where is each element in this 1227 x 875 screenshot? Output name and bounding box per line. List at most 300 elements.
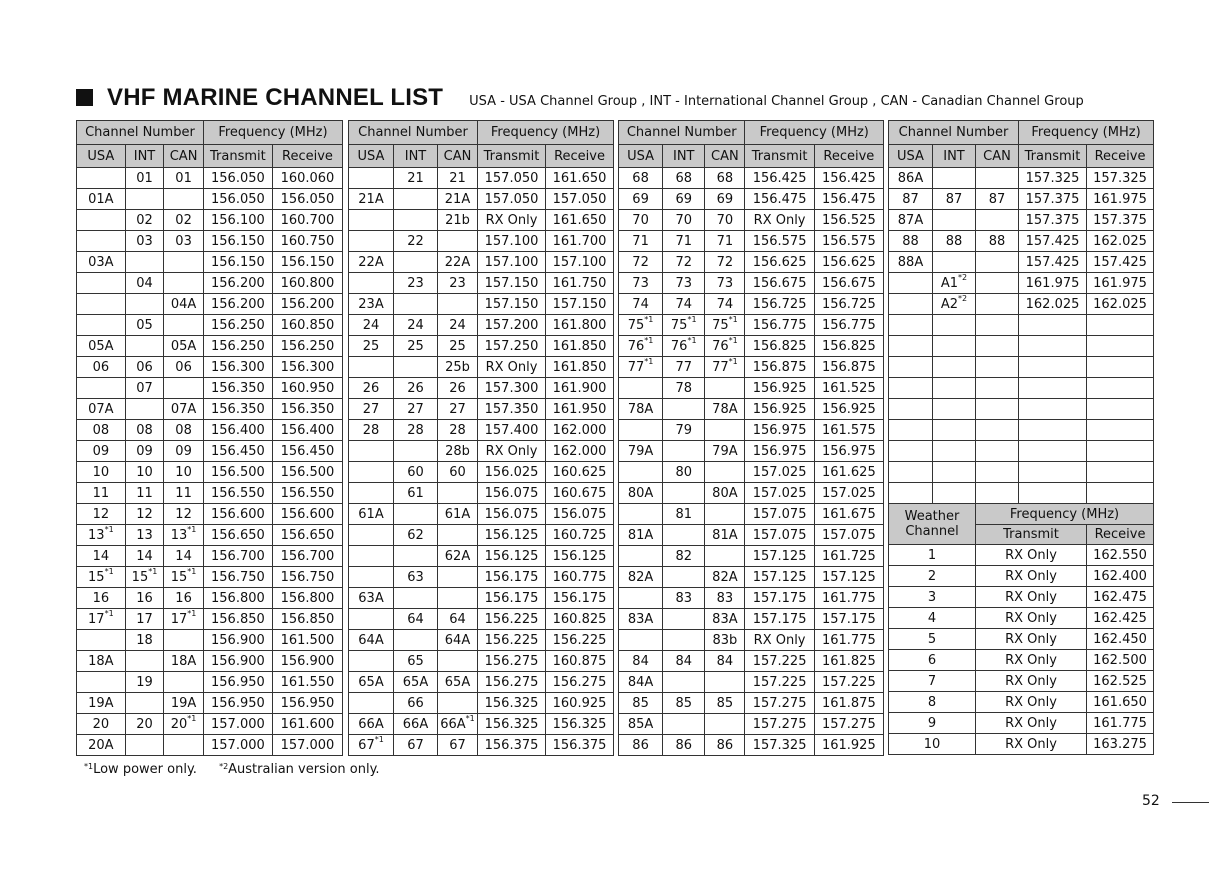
channel-row xyxy=(77,252,343,273)
receive-cell: 156.800 xyxy=(272,588,342,609)
weather-receive-header: Receive xyxy=(1087,525,1154,545)
usa-cell: 12 xyxy=(77,504,126,525)
receive-cell: 160.750 xyxy=(272,231,342,252)
receive-cell: 160.825 xyxy=(546,609,614,630)
empty-cell xyxy=(933,483,976,504)
can-cell xyxy=(705,546,745,567)
empty-cell xyxy=(1019,483,1087,504)
transmit-cell: 157.350 xyxy=(478,399,546,420)
channel-row xyxy=(349,672,614,693)
int-cell: 81 xyxy=(663,504,705,525)
usa-cell xyxy=(619,588,663,609)
weather-receive-cell: 162.550 xyxy=(1087,545,1154,566)
can-header: CAN xyxy=(438,145,478,168)
transmit-cell: 157.250 xyxy=(478,336,546,357)
receive-cell: 157.375 xyxy=(1087,210,1154,231)
receive-cell: 160.925 xyxy=(546,693,614,714)
footnote-1-mark: *1 xyxy=(84,762,94,771)
empty-cell xyxy=(1087,315,1154,336)
weather-channel-cell: 2 xyxy=(889,566,976,587)
transmit-cell: 156.825 xyxy=(745,336,814,357)
can-cell: 25b xyxy=(438,357,478,378)
int-cell: 71 xyxy=(663,231,705,252)
receive-cell: 161.775 xyxy=(814,630,883,651)
page-number-rule xyxy=(1172,802,1209,803)
receive-cell: 160.800 xyxy=(272,273,342,294)
weather-receive-cell: 161.650 xyxy=(1087,692,1154,713)
transmit-cell: 156.900 xyxy=(203,651,272,672)
weather-row xyxy=(889,713,1154,734)
transmit-cell: 156.125 xyxy=(478,546,546,567)
empty-cell xyxy=(889,420,933,441)
int-cell: 62 xyxy=(394,525,438,546)
usa-cell: 83A xyxy=(619,609,663,630)
receive-cell: 157.325 xyxy=(1087,168,1154,189)
usa-cell: 22A xyxy=(349,252,394,273)
transmit-cell: 157.075 xyxy=(745,504,814,525)
channel-row xyxy=(349,420,614,441)
receive-cell: 161.750 xyxy=(546,273,614,294)
transmit-cell: 156.125 xyxy=(478,525,546,546)
receive-cell: 156.675 xyxy=(814,273,883,294)
usa-cell: 14 xyxy=(77,546,126,567)
int-cell: 19 xyxy=(125,672,164,693)
channel-row xyxy=(77,609,343,630)
can-cell: 86 xyxy=(705,735,745,756)
can-cell: 62A xyxy=(438,546,478,567)
channel-row xyxy=(889,189,1154,210)
transmit-cell: 156.975 xyxy=(745,441,814,462)
empty-cell xyxy=(933,441,976,462)
can-cell: 76$^{*1}$ xyxy=(705,336,745,357)
usa-cell: 15$^{*1}$ xyxy=(77,567,126,588)
int-cell: 80 xyxy=(663,462,705,483)
can-cell: 61A xyxy=(438,504,478,525)
int-cell: 10 xyxy=(125,462,164,483)
channel-row xyxy=(77,525,343,546)
usa-cell xyxy=(77,672,126,693)
int-cell: 22 xyxy=(394,231,438,252)
can-cell: 83b xyxy=(705,630,745,651)
channel-row xyxy=(619,693,884,714)
channel-row xyxy=(349,651,614,672)
usa-cell xyxy=(349,525,394,546)
can-cell xyxy=(705,462,745,483)
can-cell: 73 xyxy=(705,273,745,294)
transmit-cell: 156.175 xyxy=(478,567,546,588)
int-cell: 08 xyxy=(125,420,164,441)
can-cell: 84 xyxy=(705,651,745,672)
frequency-header: Frequency (MHz) xyxy=(745,121,884,145)
int-header: INT xyxy=(933,145,976,168)
channel-row xyxy=(619,378,884,399)
receive-cell: 156.200 xyxy=(272,294,342,315)
can-cell xyxy=(705,420,745,441)
int-cell: 85 xyxy=(663,693,705,714)
receive-cell: 156.050 xyxy=(272,189,342,210)
receive-cell: 161.525 xyxy=(814,378,883,399)
channel-number-header: Channel Number xyxy=(619,121,745,145)
int-cell: 63 xyxy=(394,567,438,588)
int-cell: 69 xyxy=(663,189,705,210)
empty-row xyxy=(889,315,1154,336)
empty-cell xyxy=(976,378,1019,399)
empty-cell xyxy=(976,357,1019,378)
usa-cell xyxy=(77,210,126,231)
receive-cell: 156.825 xyxy=(814,336,883,357)
frequency-header: Frequency (MHz) xyxy=(478,121,614,145)
transmit-cell: 156.425 xyxy=(745,168,814,189)
usa-cell xyxy=(889,273,933,294)
transmit-cell: 156.925 xyxy=(745,399,814,420)
channel-number-header: Channel Number xyxy=(889,121,1019,145)
int-cell: 66 xyxy=(394,693,438,714)
usa-cell: 74 xyxy=(619,294,663,315)
transmit-cell: 157.025 xyxy=(745,483,814,504)
weather-transmit-header: Transmit xyxy=(976,525,1087,545)
empty-cell xyxy=(976,336,1019,357)
can-cell: 19A xyxy=(164,693,204,714)
weather-transmit-cell: RX Only xyxy=(976,671,1087,692)
empty-cell xyxy=(976,462,1019,483)
channel-row xyxy=(77,567,343,588)
weather-transmit-cell: RX Only xyxy=(976,608,1087,629)
weather-receive-cell: 161.775 xyxy=(1087,713,1154,734)
receive-cell: 161.775 xyxy=(814,588,883,609)
channel-row xyxy=(349,357,614,378)
usa-cell: 82A xyxy=(619,567,663,588)
transmit-cell: 156.950 xyxy=(203,693,272,714)
int-cell: 77 xyxy=(663,357,705,378)
usa-cell: 26 xyxy=(349,378,394,399)
usa-cell: 61A xyxy=(349,504,394,525)
receive-cell: 161.500 xyxy=(272,630,342,651)
int-cell: 23 xyxy=(394,273,438,294)
receive-header: Receive xyxy=(546,145,614,168)
transmit-cell: 156.350 xyxy=(203,378,272,399)
int-cell xyxy=(933,252,976,273)
usa-cell xyxy=(349,357,394,378)
channel-row xyxy=(619,252,884,273)
empty-cell xyxy=(976,441,1019,462)
can-cell xyxy=(976,210,1019,231)
int-cell: 09 xyxy=(125,441,164,462)
channel-row xyxy=(619,231,884,252)
int-cell: 21 xyxy=(394,168,438,189)
int-cell: 14 xyxy=(125,546,164,567)
channel-row xyxy=(77,441,343,462)
usa-cell: 64A xyxy=(349,630,394,651)
receive-cell: 160.875 xyxy=(546,651,614,672)
int-cell xyxy=(125,336,164,357)
int-cell xyxy=(663,567,705,588)
can-cell: 78A xyxy=(705,399,745,420)
channel-row xyxy=(77,735,343,756)
channel-row xyxy=(349,336,614,357)
channel-group-legend: USA - USA Channel Group , INT - International Channel Group , CAN - Canadian Channel Group xyxy=(469,94,1084,109)
channel-row xyxy=(77,210,343,231)
channel-row xyxy=(77,588,343,609)
transmit-cell: 156.325 xyxy=(478,714,546,735)
int-header: INT xyxy=(663,145,705,168)
can-cell: 67 xyxy=(438,735,478,756)
can-cell xyxy=(164,630,204,651)
receive-cell: 156.450 xyxy=(272,441,342,462)
channel-row xyxy=(349,462,614,483)
int-cell xyxy=(663,630,705,651)
int-cell xyxy=(663,609,705,630)
receive-cell: 156.500 xyxy=(272,462,342,483)
channel-table-3 xyxy=(618,120,884,756)
int-cell xyxy=(663,483,705,504)
empty-row xyxy=(889,462,1154,483)
can-cell xyxy=(164,273,204,294)
empty-cell xyxy=(1019,420,1087,441)
usa-cell: 16 xyxy=(77,588,126,609)
int-cell: 11 xyxy=(125,483,164,504)
transmit-cell: 157.000 xyxy=(203,714,272,735)
can-cell: 08 xyxy=(164,420,204,441)
can-cell xyxy=(164,252,204,273)
channel-row xyxy=(77,336,343,357)
channel-row xyxy=(619,651,884,672)
channel-row xyxy=(77,483,343,504)
transmit-cell: 157.175 xyxy=(745,588,814,609)
transmit-cell: 156.400 xyxy=(203,420,272,441)
can-cell: 18A xyxy=(164,651,204,672)
receive-cell: 156.650 xyxy=(272,525,342,546)
usa-cell: 28 xyxy=(349,420,394,441)
can-cell: 64 xyxy=(438,609,478,630)
channel-row xyxy=(619,273,884,294)
transmit-cell: 157.100 xyxy=(478,231,546,252)
receive-cell: 156.400 xyxy=(272,420,342,441)
empty-cell xyxy=(889,336,933,357)
transmit-cell: 157.300 xyxy=(478,378,546,399)
can-cell: 17$^{*1}$ xyxy=(164,609,204,630)
transmit-header: Transmit xyxy=(203,145,272,168)
empty-cell xyxy=(1019,378,1087,399)
page-title: VHF MARINE CHANNEL LIST xyxy=(107,84,444,111)
weather-channel-cell: 1 xyxy=(889,545,976,566)
can-cell: 21 xyxy=(438,168,478,189)
transmit-cell: 156.725 xyxy=(745,294,814,315)
can-cell xyxy=(164,378,204,399)
can-cell xyxy=(164,672,204,693)
channel-row xyxy=(349,168,614,189)
int-cell: 67 xyxy=(394,735,438,756)
channel-row xyxy=(619,588,884,609)
receive-cell: 161.625 xyxy=(814,462,883,483)
channel-row xyxy=(619,462,884,483)
usa-cell xyxy=(619,420,663,441)
transmit-cell: 157.375 xyxy=(1019,210,1087,231)
receive-cell: 160.850 xyxy=(272,315,342,336)
empty-cell xyxy=(933,420,976,441)
can-cell: 05A xyxy=(164,336,204,357)
weather-channel-header: Weather Channel xyxy=(889,504,976,545)
int-cell: 04 xyxy=(125,273,164,294)
transmit-cell: 156.050 xyxy=(203,168,272,189)
transmit-cell: 157.275 xyxy=(745,714,814,735)
transmit-cell: 156.075 xyxy=(478,504,546,525)
int-cell: 26 xyxy=(394,378,438,399)
channel-row xyxy=(619,525,884,546)
int-cell xyxy=(663,714,705,735)
transmit-cell: 156.925 xyxy=(745,378,814,399)
can-header: CAN xyxy=(705,145,745,168)
can-cell: 83 xyxy=(705,588,745,609)
usa-cell xyxy=(77,273,126,294)
weather-channel-cell: 10 xyxy=(889,734,976,755)
can-cell: 80A xyxy=(705,483,745,504)
usa-cell: 24 xyxy=(349,315,394,336)
channel-row xyxy=(619,420,884,441)
empty-cell xyxy=(976,483,1019,504)
channel-row xyxy=(619,189,884,210)
transmit-cell: 156.275 xyxy=(478,651,546,672)
channel-row xyxy=(77,189,343,210)
footnotes xyxy=(84,762,380,777)
channel-row xyxy=(349,714,614,735)
receive-cell: 161.850 xyxy=(546,357,614,378)
int-cell: 87 xyxy=(933,189,976,210)
receive-cell: 157.150 xyxy=(546,294,614,315)
channel-row xyxy=(77,546,343,567)
int-cell xyxy=(663,399,705,420)
can-cell xyxy=(438,567,478,588)
transmit-cell: 157.150 xyxy=(478,294,546,315)
weather-frequency-header: Frequency (MHz) xyxy=(976,504,1154,525)
receive-cell: 160.775 xyxy=(546,567,614,588)
channel-table-1 xyxy=(76,120,343,756)
int-cell: 78 xyxy=(663,378,705,399)
int-cell: 20 xyxy=(125,714,164,735)
int-cell xyxy=(125,399,164,420)
transmit-cell: 156.475 xyxy=(745,189,814,210)
channel-row xyxy=(349,588,614,609)
receive-cell: 162.000 xyxy=(546,441,614,462)
usa-cell: 27 xyxy=(349,399,394,420)
transmit-cell: 157.050 xyxy=(478,189,546,210)
receive-cell: 161.950 xyxy=(546,399,614,420)
usa-cell: 07A xyxy=(77,399,126,420)
weather-row xyxy=(889,566,1154,587)
receive-cell: 156.925 xyxy=(814,399,883,420)
usa-cell: 86 xyxy=(619,735,663,756)
receive-cell: 156.250 xyxy=(272,336,342,357)
can-cell: 27 xyxy=(438,399,478,420)
channel-table-4 xyxy=(888,120,1154,755)
can-cell: 68 xyxy=(705,168,745,189)
receive-cell: 156.700 xyxy=(272,546,342,567)
weather-channel-cell: 4 xyxy=(889,608,976,629)
receive-cell: 156.775 xyxy=(814,315,883,336)
weather-transmit-cell: RX Only xyxy=(976,692,1087,713)
weather-receive-cell: 162.400 xyxy=(1087,566,1154,587)
channel-row xyxy=(349,609,614,630)
channel-row xyxy=(619,294,884,315)
receive-cell: 162.000 xyxy=(546,420,614,441)
int-cell: 61 xyxy=(394,483,438,504)
usa-cell: 25 xyxy=(349,336,394,357)
receive-cell: 156.600 xyxy=(272,504,342,525)
transmit-cell: 161.975 xyxy=(1019,273,1087,294)
empty-cell xyxy=(889,441,933,462)
channel-row xyxy=(349,567,614,588)
empty-cell xyxy=(933,462,976,483)
channel-row xyxy=(619,609,884,630)
channel-row xyxy=(889,231,1154,252)
weather-row xyxy=(889,629,1154,650)
usa-cell: 85 xyxy=(619,693,663,714)
usa-cell xyxy=(349,483,394,504)
can-cell: 85 xyxy=(705,693,745,714)
transmit-cell: 156.850 xyxy=(203,609,272,630)
transmit-cell: 157.225 xyxy=(745,672,814,693)
int-cell xyxy=(394,210,438,231)
transmit-cell: 156.025 xyxy=(478,462,546,483)
int-cell xyxy=(125,252,164,273)
int-cell: 65 xyxy=(394,651,438,672)
empty-cell xyxy=(1019,441,1087,462)
receive-cell: 161.725 xyxy=(814,546,883,567)
channel-row xyxy=(349,504,614,525)
usa-cell: 86A xyxy=(889,168,933,189)
frequency-header: Frequency (MHz) xyxy=(203,121,342,145)
transmit-cell: RX Only xyxy=(478,357,546,378)
empty-cell xyxy=(1019,336,1087,357)
receive-cell: 156.550 xyxy=(272,483,342,504)
channel-row xyxy=(349,273,614,294)
footnote-2-mark: *2 xyxy=(219,762,229,771)
transmit-header: Transmit xyxy=(1019,145,1087,168)
usa-cell xyxy=(349,441,394,462)
empty-cell xyxy=(933,336,976,357)
empty-cell xyxy=(1019,462,1087,483)
int-cell: 01 xyxy=(125,168,164,189)
can-cell: 64A xyxy=(438,630,478,651)
channel-row xyxy=(619,567,884,588)
usa-cell: 76$^{*1}$ xyxy=(619,336,663,357)
can-cell: 71 xyxy=(705,231,745,252)
receive-cell: 161.600 xyxy=(272,714,342,735)
transmit-cell: 157.125 xyxy=(745,546,814,567)
can-cell xyxy=(438,231,478,252)
usa-cell xyxy=(619,546,663,567)
int-cell: 75$^{*1}$ xyxy=(663,315,705,336)
can-cell xyxy=(164,735,204,756)
can-cell xyxy=(438,588,478,609)
receive-cell: 161.825 xyxy=(814,651,883,672)
transmit-cell: 156.325 xyxy=(478,693,546,714)
can-cell: 87 xyxy=(976,189,1019,210)
int-cell: 16 xyxy=(125,588,164,609)
weather-receive-cell: 162.425 xyxy=(1087,608,1154,629)
int-header: INT xyxy=(394,145,438,168)
can-cell: 69 xyxy=(705,189,745,210)
usa-cell: 17$^{*1}$ xyxy=(77,609,126,630)
can-cell: $66A^{*1}$ xyxy=(438,714,478,735)
empty-cell xyxy=(889,483,933,504)
usa-cell: 85A xyxy=(619,714,663,735)
transmit-cell: 156.575 xyxy=(745,231,814,252)
usa-cell: 63A xyxy=(349,588,394,609)
channel-row xyxy=(77,315,343,336)
can-cell xyxy=(164,189,204,210)
channel-row xyxy=(349,210,614,231)
usa-cell xyxy=(349,168,394,189)
